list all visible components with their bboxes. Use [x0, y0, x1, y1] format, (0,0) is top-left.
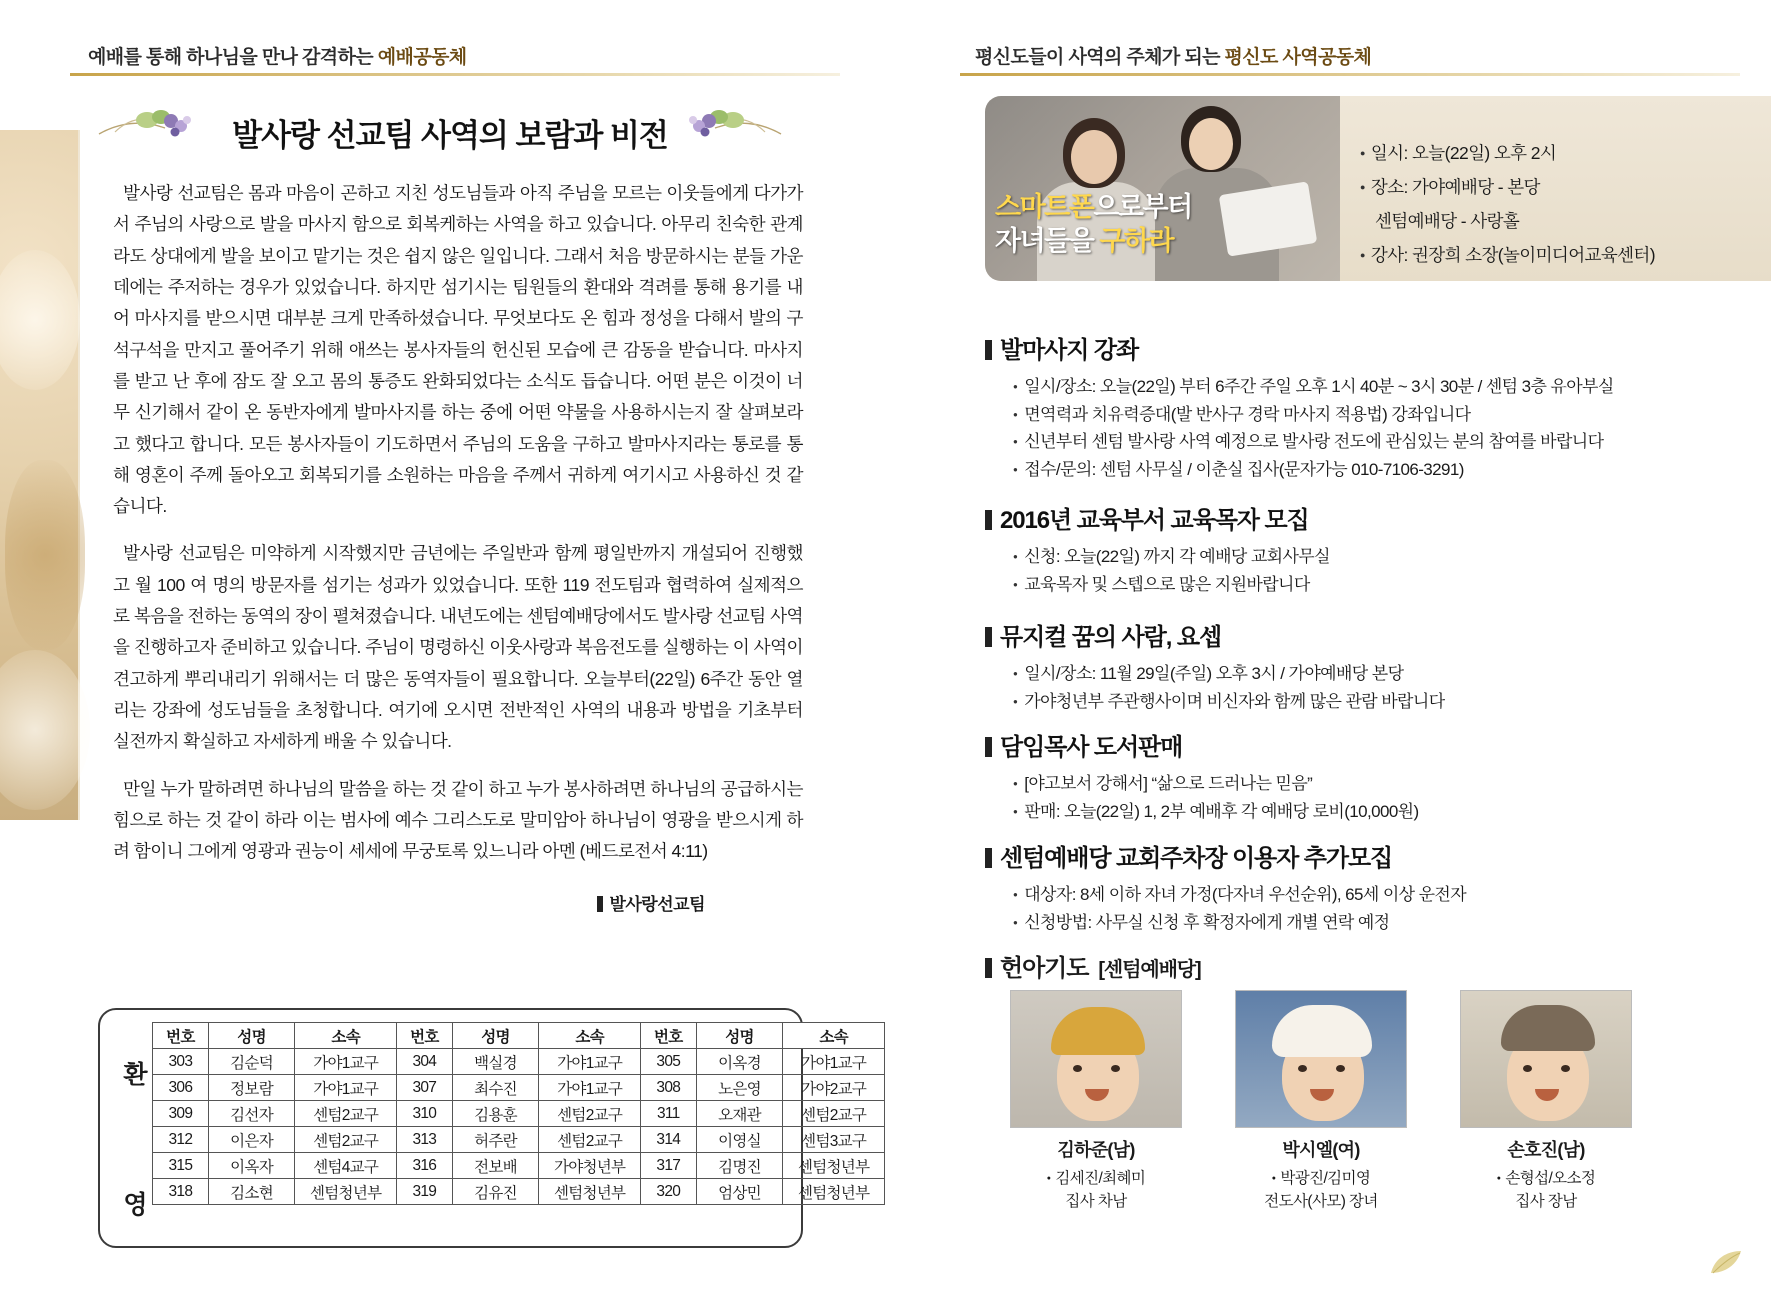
baby-name: 김하준(남)	[1057, 1140, 1135, 1160]
list-item: ● 면역력과 치유력증대(발 반사구 경락 마사지 적용법) 강좌입니다	[1013, 401, 1771, 429]
table-cell: 313	[396, 1127, 452, 1153]
table-cell: 이옥자	[208, 1153, 295, 1179]
table-header-row	[153, 1023, 885, 1049]
column-header: 소속	[783, 1023, 885, 1049]
baby-photo	[1010, 990, 1182, 1128]
table-cell: 312	[153, 1127, 209, 1153]
table-cell: 김소현	[208, 1179, 295, 1205]
table-cell: 가야1교구	[295, 1049, 397, 1075]
table-cell: 319	[396, 1179, 452, 1205]
section-title-text: 센텀예배당 교회주차장 이용자 추가모집	[1000, 845, 1393, 872]
table-row	[153, 1075, 885, 1101]
table-cell: 가야청년부	[539, 1153, 641, 1179]
table-cell: 김선자	[208, 1101, 295, 1127]
table-cell: 315	[153, 1153, 209, 1179]
welcome-table	[152, 1022, 885, 1205]
section-item-list	[985, 543, 1771, 598]
table-cell: 김용훈	[452, 1101, 539, 1127]
article-body	[113, 178, 803, 884]
table-cell: 센텀2교구	[295, 1127, 397, 1153]
table-cell: 309	[153, 1101, 209, 1127]
table-row	[153, 1101, 885, 1127]
promo-kicker-line1-tail: 으로부터	[1093, 192, 1192, 222]
byline-text: 발사랑선교팀	[609, 895, 705, 914]
table-cell: 센텀2교구	[539, 1101, 641, 1127]
baby-photo	[1235, 990, 1407, 1128]
promo-kicker-line1: 스마트폰	[995, 192, 1094, 222]
promo-info-row: ● 강사: 권장희 소장(놀이미디어교육센터)	[1360, 238, 1655, 272]
section-foot-massage	[985, 330, 1771, 483]
list-item: ● 신청방법: 사무실 신청 후 확정자에게 개별 연락 예정	[1013, 909, 1771, 937]
baby-parents-role: 전도사(사모) 장녀	[1264, 1193, 1378, 1211]
table-cell: 가야1교구	[539, 1049, 641, 1075]
byline-bar-icon	[597, 896, 603, 912]
list-item: ● 판매: 오늘(22일) 1, 2부 예배후 각 예배당 로비(10,000원)	[1013, 798, 1771, 826]
article-title: 발사랑 선교팀 사역의 보람과 비전	[232, 118, 668, 153]
column-header: 번호	[153, 1023, 209, 1049]
promo-banner	[985, 96, 1771, 281]
column-header: 번호	[396, 1023, 452, 1049]
table-cell: 317	[640, 1153, 696, 1179]
table-cell: 노은영	[696, 1075, 783, 1101]
promo-kicker-line2: 자녀들을	[995, 225, 1094, 256]
table-cell: 320	[640, 1179, 696, 1205]
section-education-recruit	[985, 500, 1771, 598]
promo-info-row: ● 일시: 오늘(22일) 오후 2시	[1360, 136, 1655, 170]
list-item: ● 접수/문의: 센텀 사무실 / 이춘실 집사(문자가능 010-7106-3291)	[1013, 456, 1771, 484]
list-item: ● 가야청년부 주관행사이며 비신자와 함께 많은 관람 바랍니다	[1013, 688, 1771, 716]
article-byline	[597, 890, 705, 915]
table-row	[153, 1153, 885, 1179]
table-cell: 305	[640, 1049, 696, 1075]
table-cell: 센텀2교구	[295, 1101, 397, 1127]
table-cell: 센텀청년부	[783, 1153, 885, 1179]
baby-parents	[1235, 1167, 1407, 1214]
decorative-photo-strip	[0, 130, 80, 820]
table-cell: 센텀2교구	[783, 1101, 885, 1127]
dedication-baby-card	[1235, 990, 1407, 1214]
table-cell: 306	[153, 1075, 209, 1101]
baby-parents	[1010, 1167, 1182, 1214]
table-cell: 센텀청년부	[783, 1179, 885, 1205]
section-item-list	[985, 660, 1771, 715]
table-cell: 가야1교구	[783, 1049, 885, 1075]
table-cell: 308	[640, 1075, 696, 1101]
list-item: ● 교육목자 및 스텝으로 많은 지원바랍니다	[1013, 571, 1771, 599]
table-cell: 백실경	[452, 1049, 539, 1075]
promo-kicker-line2-tail: 구하라	[1099, 225, 1174, 256]
list-item: ● 일시/장소: 오늘(22일) 부터 6주간 주일 오후 1시 40분 ~ 3시 30분 / 센텀 3층 유아부실	[1013, 373, 1771, 401]
table-cell: 가야2교구	[783, 1075, 885, 1101]
table-cell: 허주란	[452, 1127, 539, 1153]
section-title-text: 뮤지컬 꿈의 사람, 요셉	[1000, 624, 1222, 651]
table-cell: 센텀청년부	[295, 1179, 397, 1205]
table-row	[153, 1179, 885, 1205]
table-cell: 센텀4교구	[295, 1153, 397, 1179]
right-header-rule	[960, 73, 1740, 76]
table-row	[153, 1049, 885, 1075]
table-cell: 307	[396, 1075, 452, 1101]
table-cell: 센텀2교구	[539, 1127, 641, 1153]
right-page-header	[975, 42, 1371, 69]
column-header: 성명	[696, 1023, 783, 1049]
list-item: ● 신년부터 센텀 발사랑 사역 예정으로 발사랑 전도에 관심있는 분의 참여를 바랍니다	[1013, 428, 1771, 456]
section-title	[985, 838, 1771, 873]
left-header-prefix: 예배를 통해 하나님을 만나 감격하는	[88, 47, 378, 68]
promo-kicker	[995, 191, 1335, 259]
table-cell: 김순덕	[208, 1049, 295, 1075]
baby-name: 박시엘(여)	[1282, 1140, 1360, 1160]
dedication-title	[985, 948, 1201, 983]
table-cell: 이영실	[696, 1127, 783, 1153]
table-cell: 전보배	[452, 1153, 539, 1179]
right-header-prefix: 평신도들이 사역의 주체가 되는	[975, 47, 1225, 68]
table-row	[153, 1127, 885, 1153]
baby-parents	[1460, 1167, 1632, 1214]
column-header: 소속	[539, 1023, 641, 1049]
left-page-header	[88, 42, 467, 69]
table-cell: 정보람	[208, 1075, 295, 1101]
table-cell: 318	[153, 1179, 209, 1205]
table-cell: 311	[640, 1101, 696, 1127]
promo-info-list	[1360, 136, 1655, 273]
promo-info-row: ● 장소: 가야예배당 - 본당	[1360, 170, 1655, 204]
column-header: 성명	[452, 1023, 539, 1049]
section-bar-icon	[985, 340, 992, 360]
section-title	[985, 330, 1771, 365]
section-bar-icon	[985, 510, 992, 530]
promo-info-subrow: 센텀예배당 - 사랑홀	[1375, 211, 1520, 232]
section-item-list	[985, 373, 1771, 483]
baby-parents-names: ● 박광진/김미영	[1272, 1170, 1371, 1187]
welcome-label-line1: 환	[123, 1061, 147, 1089]
section-book-sale	[985, 727, 1771, 825]
table-cell: 이은자	[208, 1127, 295, 1153]
section-title	[985, 617, 1771, 652]
list-item: ● 대상자: 8세 이하 자녀 가정(다자녀 우선순위), 65세 이상 운전자	[1013, 881, 1771, 909]
list-item: ● 일시/장소: 11월 29일(주일) 오후 3시 / 가야예배당 본당	[1013, 660, 1771, 688]
table-cell: 314	[640, 1127, 696, 1153]
table-cell: 가야1교구	[295, 1075, 397, 1101]
section-item-list	[985, 770, 1771, 825]
section-title-text: 담임목사 도서판매	[1000, 734, 1183, 761]
table-cell: 센텀3교구	[783, 1127, 885, 1153]
column-header: 번호	[640, 1023, 696, 1049]
baby-parents-role: 집사 장남	[1515, 1193, 1577, 1211]
section-title	[985, 727, 1771, 762]
section-bar-icon	[985, 737, 992, 757]
right-header-accent: 평신도 사역공동체	[1224, 47, 1372, 68]
table-cell: 303	[153, 1049, 209, 1075]
left-header-accent: 예배공동체	[377, 47, 467, 68]
table-cell: 310	[396, 1101, 452, 1127]
table-cell: 304	[396, 1049, 452, 1075]
baby-parents-names: ● 김세진/최혜미	[1047, 1170, 1146, 1187]
dedication-baby-card	[1010, 990, 1182, 1214]
list-item: ● 신청: 오늘(22일) 까지 각 예배당 교회사무실	[1013, 543, 1771, 571]
section-bar-icon	[985, 627, 992, 647]
table-cell: 김유진	[452, 1179, 539, 1205]
welcome-label-line2: 영	[123, 1191, 147, 1219]
dedication-baby-card	[1460, 990, 1632, 1214]
section-bar-icon	[985, 848, 992, 868]
table-cell: 이옥경	[696, 1049, 783, 1075]
section-parking-recruit	[985, 838, 1771, 936]
table-cell: 오재관	[696, 1101, 783, 1127]
article-paragraph: 만일 누가 말하려면 하나님의 말씀을 하는 것 같이 하고 누가 봉사하려면 하나님의 공급하시는 힘으로 하는 것 같이 하라 이는 범사에 예수 그리스도로 말미암아 하나님이 영광을 받으시게 하려 함이니 그에게 영광과 권능이 세세에 무궁토록 있느니라 아멘 (베드로전서 4:11)	[113, 778, 803, 862]
column-header: 성명	[208, 1023, 295, 1049]
table-cell: 김명진	[696, 1153, 783, 1179]
section-musical-joseph	[985, 617, 1771, 715]
baby-photo	[1460, 990, 1632, 1128]
table-cell: 엄상민	[696, 1179, 783, 1205]
table-cell: 센텀청년부	[539, 1179, 641, 1205]
section-item-list	[985, 881, 1771, 936]
table-cell: 최수진	[452, 1075, 539, 1101]
section-title-text: 2016년 교육부서 교육목자 모집	[1000, 507, 1309, 534]
left-page	[0, 0, 885, 1299]
column-header: 소속	[295, 1023, 397, 1049]
table-cell: 가야1교구	[539, 1075, 641, 1101]
section-bar-icon	[985, 958, 992, 978]
dedication-title-text: 헌아기도	[1000, 955, 1089, 982]
article-paragraph: 발사랑 선교팀은 미약하게 시작했지만 금년에는 주일반과 함께 평일반까지 개설되어 진행했고 월 100 여 명의 방문자를 섬기는 성과가 있었습니다. 또한 119 전도팀과 협력하여 실제적으로 복음을 전하는 동역의 장이 펼쳐졌습니다. 내년도에는 센텀예배당에서도 발사랑 선교팀 사역을 진행하고자 준비하고 있습니다. 주님이 명령하신 이웃사랑과 복음전도를 실행하는 이 사역이 견고하게 뿌리내리기 위해서는 더 많은 동역자들이 필요합니다. 오늘부터(22일) 6주간 동안 열리는 강좌에 성도님들을 초청합니다. 여기에 오시면 전반적인 사역의 내용과 방법을 기초부터 실전까지 확실하고 자세하게 배울 수 있습니다.	[113, 543, 803, 752]
baby-name: 손호진(남)	[1507, 1140, 1585, 1160]
article-paragraph: 발사랑 선교팀은 몸과 마음이 곤하고 지친 성도님들과 아직 주님을 모르는 이웃들에게 다가가서 주님의 사랑으로 발을 마사지 함으로 회복케하는 사역을 하고 있습니다. 아무리 친숙한 관계라도 상대에게 발을 보이고 맡기는 것은 쉽지 않은 일입니다. 그래서 처음 방문하시는 분들 가운데에는 주저하는 경우가 있었습니다. 하지만 섬기시는 팀원들의 환대와 격려를 통해 용기를 내어 마사지를 받으시면 대부분 크게 만족하셨습니다. 무엇보다도 온 힘과 정성을 다해서 발의 구석구석을 만지고 풀어주기 위해 애쓰는 봉사자들의 헌신된 모습에 큰 감동을 받습니다. 마사지를 받고 난 후에 잠도 잘 오고 몸의 통증도 완화되었다는 소식도 듭습니다. 어떤 분은 이것이 너무 신기해서 같이 온 동반자에게 발마사지를 하는 중에 어떤 약물을 사용하시는지 잘 살펴보라고 했다고 합니다. 모든 봉사자들이 기도하면서 주님의 도움을 구하고 발마사지라는 통로를 통해 영혼이 주께 돌아오고 회복되기를 소원하는 마음을 주께서 귀하게 여기시고 사용하신 것 같습니다.	[113, 183, 803, 517]
table-cell: 316	[396, 1153, 452, 1179]
leaf-ornament-icon	[1707, 1247, 1745, 1277]
baby-parents-names: ● 손형섭/오소정	[1497, 1170, 1596, 1187]
section-title	[985, 500, 1771, 535]
list-item: ● [야고보서 강해서] “삶으로 드러나는 믿음”	[1013, 770, 1771, 798]
dedication-place: [센텀예배당]	[1098, 959, 1201, 981]
left-header-rule	[70, 73, 840, 76]
baby-parents-role: 집사 차남	[1065, 1193, 1127, 1211]
section-title-text: 발마사지 강좌	[1000, 337, 1139, 364]
